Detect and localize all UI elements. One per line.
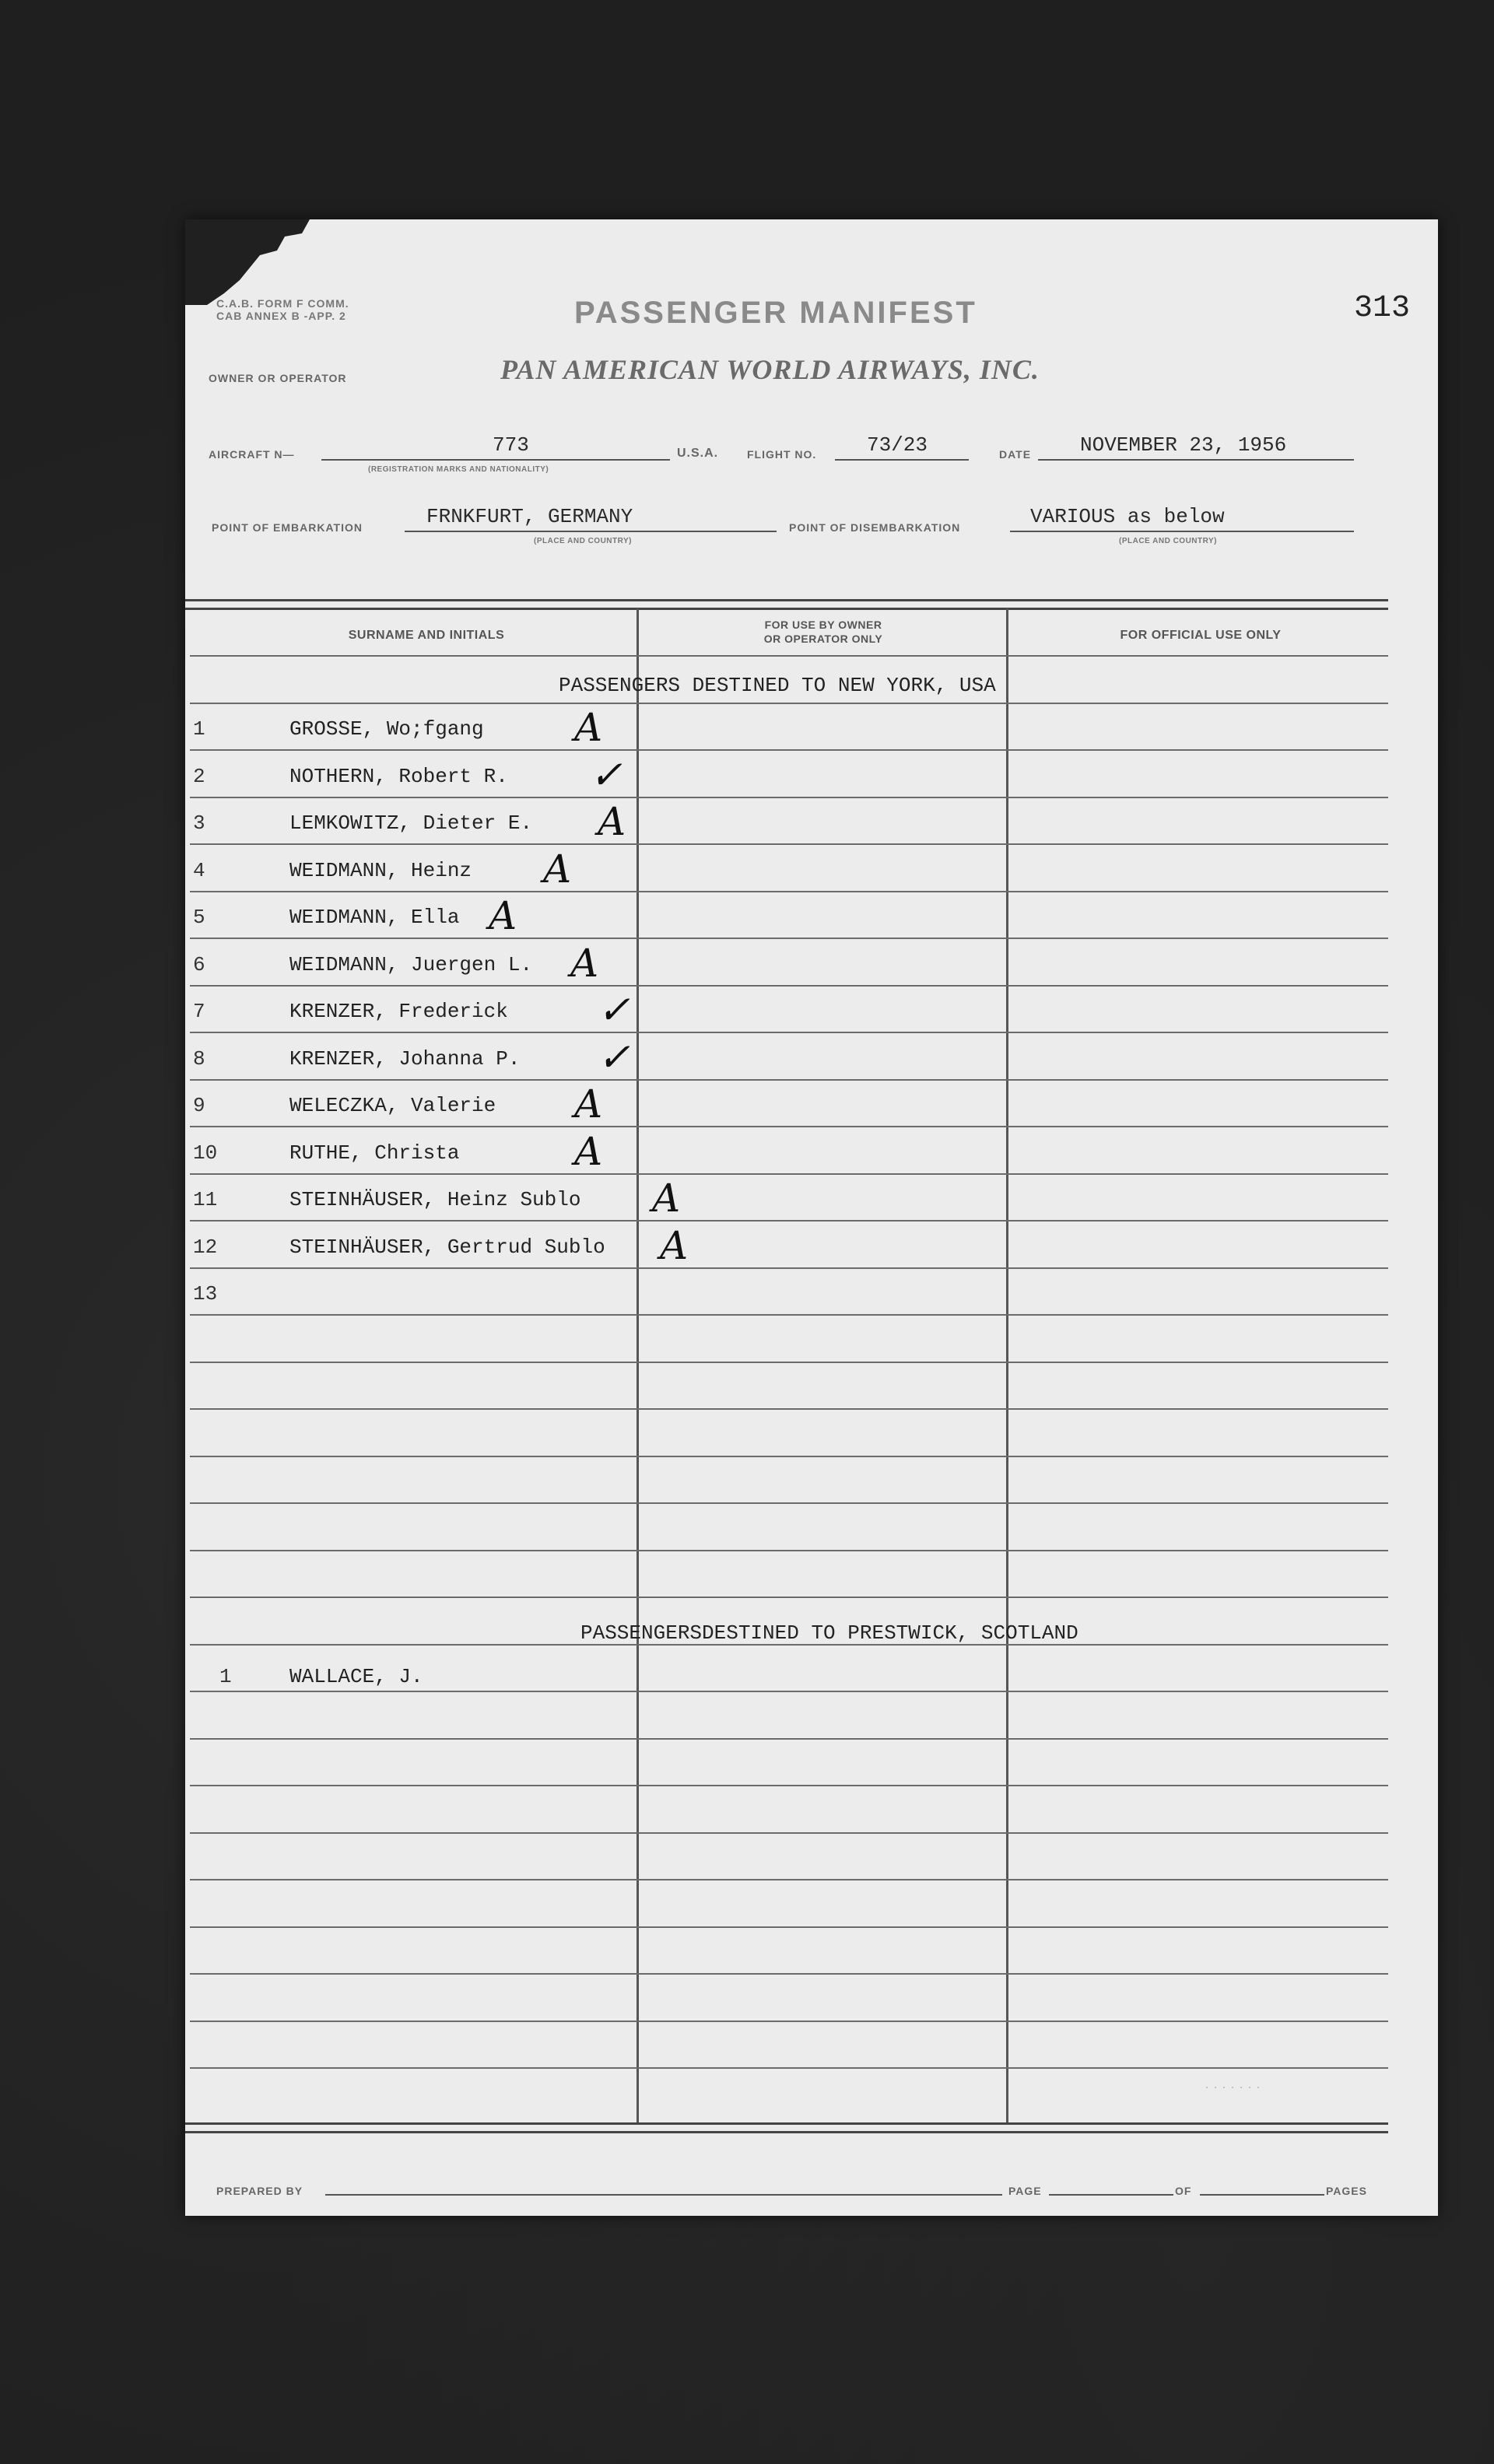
place-caption-1: (PLACE AND COUNTRY)	[534, 537, 632, 545]
passenger-number: 7	[193, 1000, 205, 1023]
passenger-row	[185, 797, 1388, 844]
passenger-number: 9	[193, 1094, 205, 1117]
row-rule	[190, 1879, 1388, 1880]
passenger-number: 6	[193, 952, 205, 976]
place-caption-2: (PLACE AND COUNTRY)	[1119, 537, 1217, 545]
page-number: 313	[1353, 291, 1410, 326]
passenger-number: 13	[193, 1282, 218, 1306]
section-heading-new-york: PASSENGERS DESTINED TO NEW YORK, USA	[559, 674, 996, 697]
owner-use-line-2: OR OPERATOR ONLY	[763, 633, 883, 645]
passenger-number: 1	[219, 1665, 232, 1688]
passenger-number: 3	[193, 811, 205, 835]
handwritten-check-mark: A	[543, 846, 572, 892]
passenger-number: 11	[193, 1188, 218, 1211]
passenger-number: 5	[193, 906, 205, 929]
passenger-name: RUTHE, Christa	[289, 1141, 460, 1165]
of-rule	[1200, 2194, 1324, 2196]
prepared-by-rule	[325, 2194, 1002, 2196]
handwritten-check-mark: A	[598, 799, 626, 844]
passenger-number: 4	[193, 858, 205, 882]
row-rule	[190, 1926, 1388, 1928]
passenger-name: STEINHÄUSER, Gertrud Sublo	[289, 1235, 605, 1259]
row-rule	[190, 1408, 1388, 1410]
passenger-row	[185, 751, 1388, 797]
passenger-name: WEIDMANN, Juergen L.	[289, 952, 533, 976]
aircraft-number: 773	[493, 433, 529, 457]
passenger-name: WELECZKA, Valerie	[289, 1094, 496, 1117]
manifest-date: NOVEMBER 23, 1956	[1080, 433, 1287, 457]
passenger-name: NOTHERN, Robert R.	[289, 764, 508, 788]
disembarkation-value: VARIOUS as below	[1030, 505, 1225, 528]
airline-name: PAN AMERICAN WORLD AIRWAYS, INC.	[500, 354, 1040, 385]
passenger-name: KRENZER, Johanna P.	[289, 1046, 521, 1071]
passenger-name: WEIDMANN, Heinz	[289, 858, 472, 882]
row-rule	[190, 1362, 1388, 1363]
table-bottom-rule	[185, 2122, 1388, 2133]
passenger-row	[185, 1127, 1388, 1174]
flight-rule	[835, 459, 969, 461]
row-rule	[190, 1785, 1388, 1786]
passenger-row	[185, 939, 1388, 986]
passenger-row	[185, 845, 1388, 892]
passenger-number: 8	[193, 1046, 205, 1071]
handwritten-check-mark: ✓	[598, 987, 630, 1032]
row-rule	[190, 1973, 1388, 1975]
flight-number: 73/23	[867, 433, 928, 457]
passenger-number: 2	[193, 764, 205, 788]
faint-stamp: · · · · · · ·	[1205, 2079, 1261, 2094]
passenger-number: 1	[193, 717, 205, 741]
row-rule	[190, 2067, 1388, 2069]
handwritten-check-mark: A	[570, 940, 599, 986]
flight-label: FLIGHT NO.	[747, 448, 817, 461]
usa-label: U.S.A.	[677, 447, 719, 460]
passenger-row	[185, 1174, 1388, 1221]
embarkation-label: POINT OF EMBARKATION	[212, 521, 363, 534]
section-heading-prestwick: PASSENGERSDESTINED TO PRESTWICK, SCOTLAND	[580, 1621, 1078, 1645]
passenger-row	[185, 1080, 1388, 1127]
passenger-row	[185, 892, 1388, 938]
of-label: OF	[1175, 2185, 1192, 2197]
handwritten-check-mark: A	[652, 1176, 681, 1221]
page-label: PAGE	[1008, 2185, 1042, 2197]
handwritten-check-mark: ✓	[598, 1034, 630, 1080]
manifest-sheet	[185, 219, 1438, 2216]
date-label: DATE	[999, 448, 1032, 461]
passenger-name: KRENZER, Frederick	[289, 1000, 508, 1023]
handwritten-check-mark: A	[660, 1222, 689, 1268]
row-rule	[190, 1456, 1388, 1457]
owner-use-line-1: FOR USE BY OWNER	[764, 619, 882, 631]
table-top-rule	[185, 599, 1388, 610]
row-rule	[190, 1550, 1388, 1551]
embarkation-rule	[405, 531, 777, 532]
passenger-name: WEIDMANN, Ella	[289, 906, 460, 929]
prepared-by-label: PREPARED BY	[216, 2185, 303, 2197]
passenger-name: LEMKOWITZ, Dieter E.	[289, 811, 533, 835]
passenger-row	[185, 1268, 1388, 1315]
handwritten-check-mark: A	[489, 893, 517, 938]
owner-label: OWNER OR OPERATOR	[209, 372, 347, 384]
page-title: PASSENGER MANIFEST	[574, 296, 977, 330]
passenger-row	[185, 703, 1388, 750]
passenger-number: 10	[193, 1141, 218, 1165]
passenger-row	[185, 1033, 1388, 1080]
passenger-row	[185, 986, 1388, 1032]
form-id-line-1: C.A.B. FORM F COMM.	[216, 297, 349, 310]
row-rule	[190, 1502, 1388, 1504]
handwritten-check-mark: A	[574, 1128, 603, 1174]
registration-caption: (REGISTRATION MARKS AND NATIONALITY)	[368, 465, 549, 474]
handwritten-check-mark: A	[574, 1081, 603, 1127]
row-rule	[190, 2021, 1388, 2022]
column-header-official: FOR OFFICIAL USE ONLY	[1120, 629, 1282, 642]
pages-label: PAGES	[1326, 2185, 1367, 2197]
embarkation-value: FRNKFURT, GERMANY	[426, 505, 633, 528]
passenger-number: 12	[193, 1235, 218, 1259]
torn-corner	[185, 219, 310, 305]
row-rule	[190, 655, 1388, 657]
handwritten-check-mark: A	[574, 705, 603, 750]
passenger-name: STEINHÄUSER, Heinz Sublo	[289, 1188, 581, 1211]
disembarkation-label: POINT OF DISEMBARKATION	[789, 521, 961, 534]
row-rule	[190, 1597, 1388, 1598]
form-id-line-2: CAB ANNEX B -APP. 2	[216, 310, 346, 322]
date-rule	[1038, 459, 1354, 461]
passenger-name: GROSSE, Wo;fgang	[289, 717, 484, 741]
aircraft-rule	[321, 459, 670, 461]
form-id	[216, 297, 349, 322]
passenger-row	[185, 1221, 1388, 1268]
disembarkation-rule	[1010, 531, 1354, 532]
column-header-surname: SURNAME AND INITIALS	[348, 629, 505, 642]
passenger-name: WALLACE, J.	[289, 1665, 423, 1688]
row-rule	[190, 1738, 1388, 1740]
passenger-row	[185, 1651, 1388, 1698]
page-rule	[1049, 2194, 1173, 2196]
row-rule	[190, 1832, 1388, 1834]
aircraft-label: AIRCRAFT N—	[209, 448, 295, 461]
column-header-owner-use	[644, 618, 1002, 646]
handwritten-check-mark: ✓	[590, 752, 622, 797]
